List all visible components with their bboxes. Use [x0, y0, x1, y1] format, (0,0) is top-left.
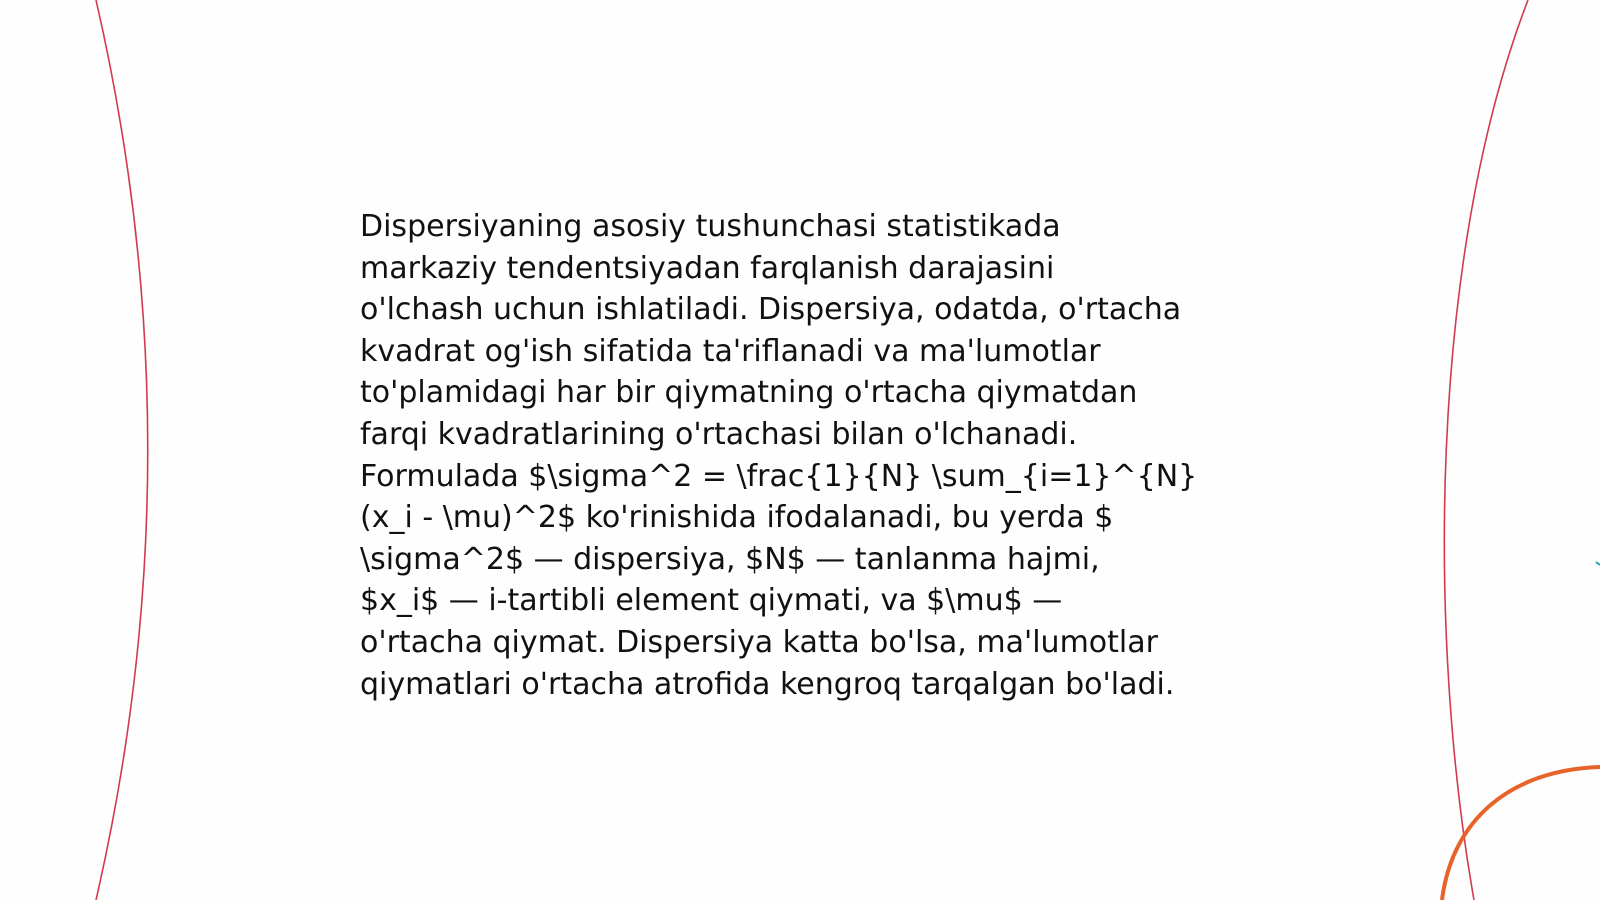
paragraph-line: Formulada $\sigma^2 = \frac{1}{N} \sum_{i=1}^{N}	[360, 458, 1198, 494]
paragraph-line: o'rtacha qiymat. Dispersiya katta bo'lsa, ma'lumotlar	[360, 624, 1158, 660]
teal-mark	[1596, 562, 1600, 565]
paragraph-line: qiymatlari o'rtacha atrofida kengroq tarqalgan bo'ladi.	[360, 666, 1175, 702]
paragraph-line: markaziy tendentsiyadan farqlanish darajasini	[360, 250, 1055, 286]
orange-arc	[1442, 767, 1600, 900]
left-curve-line	[96, 0, 148, 900]
paragraph-line: $x_i$ — i-tartibli element qiymati, va $\mu$ —	[360, 583, 1063, 619]
paragraph-line: \sigma^2$ — dispersiya, $N$ — tanlanma hajmi,	[360, 541, 1100, 577]
right-curve-line	[1444, 0, 1528, 900]
paragraph-line: farqi kvadratlarining o'rtachasi bilan o'lchanadi.	[360, 416, 1078, 452]
paragraph-line: Dispersiyaning asosiy tushunchasi statistikada	[360, 209, 1061, 244]
paragraph-line: to'plamidagi har bir qiymatning o'rtacha qiymatdan	[360, 375, 1138, 411]
paragraph-line: (x_i - \mu)^2$ ko'rinishida ifodalanadi, bu yerda $	[360, 500, 1114, 536]
paragraph-line: kvadrat og'ish sifatida ta'riflanadi va ma'lumotlar	[360, 333, 1101, 369]
paragraph-line: o'lchash uchun ishlatiladi. Dispersiya, odatda, o'rtacha	[360, 292, 1182, 328]
body-paragraph	[360, 206, 1260, 705]
